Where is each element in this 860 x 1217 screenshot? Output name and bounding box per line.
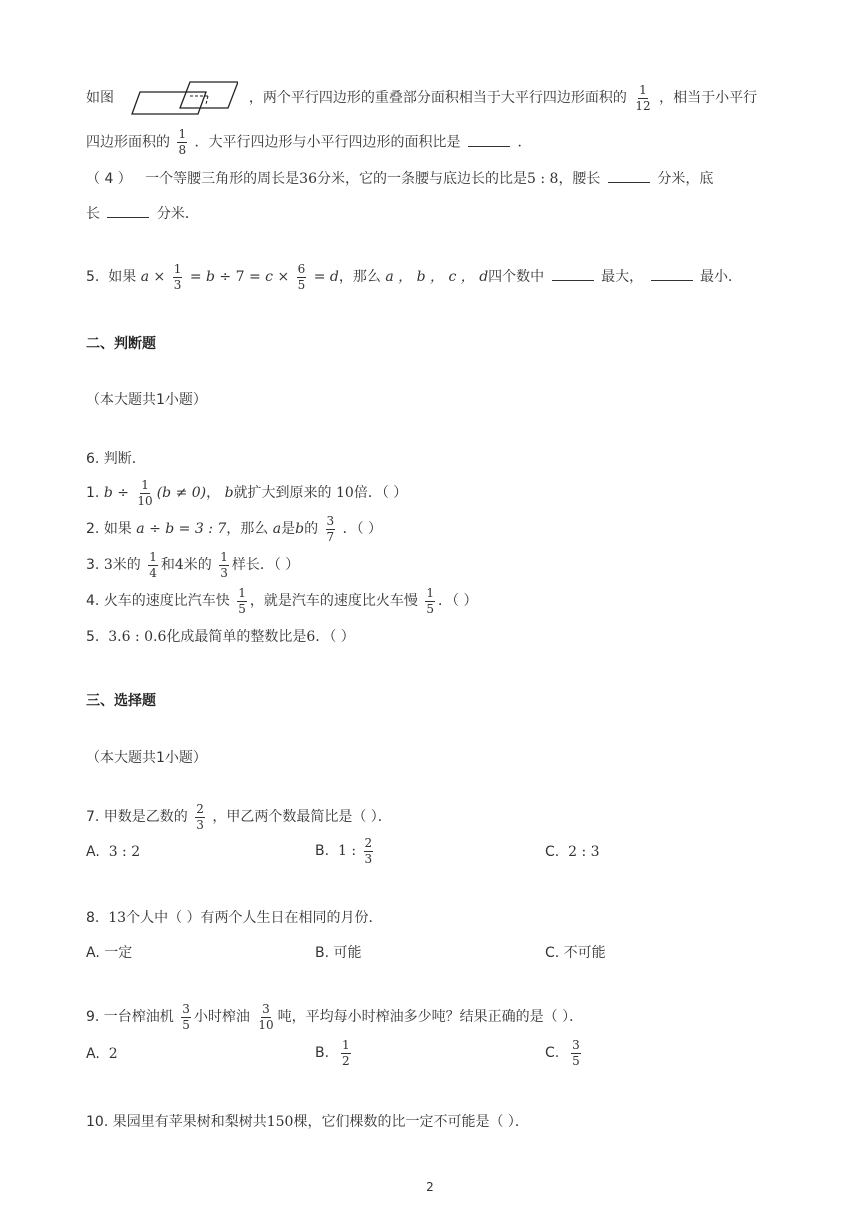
text: 就扩大到原来的 (233, 485, 332, 501)
operator: = (313, 269, 326, 285)
section-title: 三、选择题 (86, 693, 156, 709)
operator: × (153, 269, 166, 285)
question-label: （ 4 ） (86, 171, 132, 187)
question-4-triangle-line1 (86, 168, 713, 189)
text: 样长．（ ） (231, 557, 300, 573)
stem-text: 10. 果园里有苹果树和梨树共 (86, 1114, 267, 1130)
q4t-text-a: 一个等腰三角形的周长是 (145, 171, 300, 187)
ratio: 5 : 8 (527, 171, 559, 187)
fraction: $\frac{6}{5}$ (297, 261, 306, 292)
text: ， (206, 485, 221, 501)
item-number: 5. (86, 629, 100, 645)
expression: a ÷ b = 3 : 7 (136, 521, 227, 537)
fraction: $\frac{1}{8}$ (178, 127, 187, 157)
number: 6 (306, 629, 316, 645)
fraction: $\frac{2}{3}$ (196, 801, 204, 832)
text: ，那么 (226, 521, 269, 537)
stem-text: 小时榨油 (193, 1009, 250, 1025)
parallelogram-figure (124, 80, 238, 116)
q4t-text-b: 分米，它的一条腰与底边长的比是 (317, 171, 527, 187)
section-title: 二、判断题 (86, 336, 156, 352)
q4t-text-d: 分米，底 (657, 171, 714, 187)
number: 36 (299, 171, 317, 187)
question-7-stem (86, 802, 392, 832)
judgment-item-1 (86, 478, 407, 508)
text: 和 (160, 557, 175, 573)
prefix-text: 如图 (86, 90, 114, 106)
text: ．（ ） (315, 629, 355, 645)
answer-blank[interactable] (107, 203, 149, 218)
text: 米的 (183, 557, 212, 573)
expression: 3.6 : 0.6 (108, 629, 167, 645)
page-number: 2 (426, 1180, 434, 1194)
text: 如果 (103, 521, 132, 537)
item-number: 4. (86, 593, 100, 609)
stem-text: 9. 一台榨油机 (86, 1009, 174, 1025)
q5-text-a: 如果 (108, 269, 137, 285)
question-10-stem (86, 1112, 529, 1132)
item-number: 1. (86, 485, 100, 501)
option-label: C. (545, 844, 560, 860)
item-number: 2. (86, 521, 100, 537)
section-note: （本大题共1小题） (86, 392, 207, 408)
question-4-triangle-line2 (86, 203, 199, 224)
q5-text-e: 最小． (699, 269, 742, 285)
q4-text-b: ，相当于小平行 (659, 90, 758, 106)
var-b: b (103, 485, 113, 501)
option-a[interactable] (86, 1044, 118, 1064)
q5-text-b: ，那么 (338, 269, 381, 285)
fraction: $\frac{1}{2}$ (341, 1037, 350, 1068)
question-6-header: 6. 判断． (86, 451, 146, 467)
var-c: c (265, 269, 273, 285)
q5-text-c: 四个数中 (488, 269, 545, 285)
option-a[interactable]: A. 一定 (86, 945, 133, 961)
option-label: A. (86, 1046, 100, 1062)
fraction: $\frac{3}{5}$ (182, 1001, 190, 1032)
q4t-text-e: 长 (86, 206, 100, 222)
stem-text: 7. 甲数是乙数的 (86, 809, 188, 825)
judgment-item-2 (86, 514, 382, 544)
stem-text: 棵，它们棵数的比一定不可能是（ ）． (293, 1114, 529, 1130)
number: 4 (174, 557, 184, 573)
option-label: B. (315, 1045, 330, 1061)
var-list: a ， b ， c ， (385, 269, 475, 285)
text: 化成最简单的整数比是 (166, 629, 307, 645)
option-c[interactable] (545, 842, 600, 862)
option-b[interactable] (315, 836, 376, 866)
option-b[interactable]: B. 可能 (315, 945, 362, 961)
text: 是 (281, 521, 296, 537)
option-c[interactable]: C. 不可能 (545, 945, 606, 961)
judgment-item-3 (86, 550, 299, 580)
number: 10 (336, 485, 354, 501)
option-c[interactable] (545, 1038, 584, 1068)
q5-text-d: 最大， (601, 269, 644, 285)
q4t-text-c: ，腰长 (558, 171, 601, 187)
condition: (b ≠ 0) (156, 485, 207, 501)
number: 150 (266, 1114, 294, 1130)
question-number: 5. (86, 269, 100, 285)
fraction: $\frac{1}{12}$ (635, 82, 651, 113)
operator: = (189, 269, 202, 285)
var-b: b (206, 269, 215, 285)
option-label: B. (315, 843, 330, 859)
option-label: A. (86, 844, 100, 860)
fraction: $\frac{3}{5}$ (572, 1037, 580, 1068)
text: ．（ ） (438, 593, 478, 609)
fraction: $\frac{1}{5}$ (426, 585, 434, 616)
question-4-parallelogram-line2 (86, 128, 531, 157)
fraction: $\frac{1}{10}$ (137, 477, 153, 508)
text: 米的 (112, 557, 141, 573)
q4-text-a: ，两个平行四边形的重叠部分面积相当于大平行四边形面积的 (248, 90, 627, 106)
var-b: b (224, 485, 234, 501)
option-a[interactable] (86, 842, 140, 862)
option-text: 3 : 2 (108, 844, 141, 860)
q4t-text-f: 分米． (156, 206, 199, 222)
question-4-parallelogram-line1 (86, 80, 757, 116)
text: 倍．（ ） (353, 485, 408, 501)
q4-text-d: ．大平行四边形与小平行四边形的面积比是 (194, 134, 461, 151)
fraction: $\frac{3}{7}$ (326, 513, 335, 544)
stem-text: ，甲乙两个数最简比是（ ）． (212, 809, 392, 825)
text: ．（ ） (342, 521, 383, 537)
q4-text-e: ． (517, 134, 532, 151)
operator: ÷ (117, 485, 129, 501)
var-b: b (295, 521, 305, 537)
number: 13 (108, 910, 127, 926)
question-9-stem (86, 1002, 583, 1032)
fraction: $\frac{1}{4}$ (149, 549, 157, 580)
expression: ÷ 7 = (219, 269, 261, 285)
item-number: 3. (86, 557, 100, 573)
text: ，就是汽车的速度比火车慢 (249, 593, 418, 609)
var-d: d (329, 269, 339, 285)
text: 的 (304, 521, 319, 537)
option-text: 2 : 3 (568, 844, 600, 860)
operator: × (277, 269, 290, 285)
fraction: $\frac{2}{3}$ (364, 835, 373, 866)
fraction: $\frac{1}{5}$ (238, 585, 246, 616)
fraction: $\frac{1}{3}$ (220, 549, 228, 580)
var-d: d (479, 269, 489, 285)
question-8-stem (86, 908, 383, 928)
judgment-item-5 (86, 627, 355, 647)
section-note: （本大题共1小题） (86, 750, 207, 766)
option-text: 1 : (337, 843, 357, 859)
judgment-item-4 (86, 586, 477, 616)
var-a: a (272, 521, 282, 537)
text: 火车的速度比汽车快 (103, 593, 230, 609)
option-text: 2 (108, 1046, 118, 1062)
stem-text: 吨，平均每小时榨油多少吨？结果正确的是（ ）． (277, 1009, 584, 1025)
var-a: a (140, 269, 150, 285)
question-5 (86, 262, 742, 292)
answer-blank[interactable] (651, 266, 693, 281)
fraction: $\frac{1}{3}$ (173, 261, 182, 292)
number: 3 (103, 557, 113, 573)
stem-text: 个人中（ ）有两个人生日在相同的月份． (126, 910, 383, 926)
answer-blank[interactable] (552, 266, 594, 281)
q4-text-c: 四边形面积的 (86, 134, 170, 151)
answer-blank[interactable] (468, 132, 510, 147)
question-number: 8. (86, 910, 100, 926)
option-label: C. (545, 1045, 560, 1061)
option-b[interactable] (315, 1038, 354, 1068)
fraction: $\frac{3}{10}$ (258, 1001, 274, 1032)
answer-blank[interactable] (608, 168, 650, 183)
